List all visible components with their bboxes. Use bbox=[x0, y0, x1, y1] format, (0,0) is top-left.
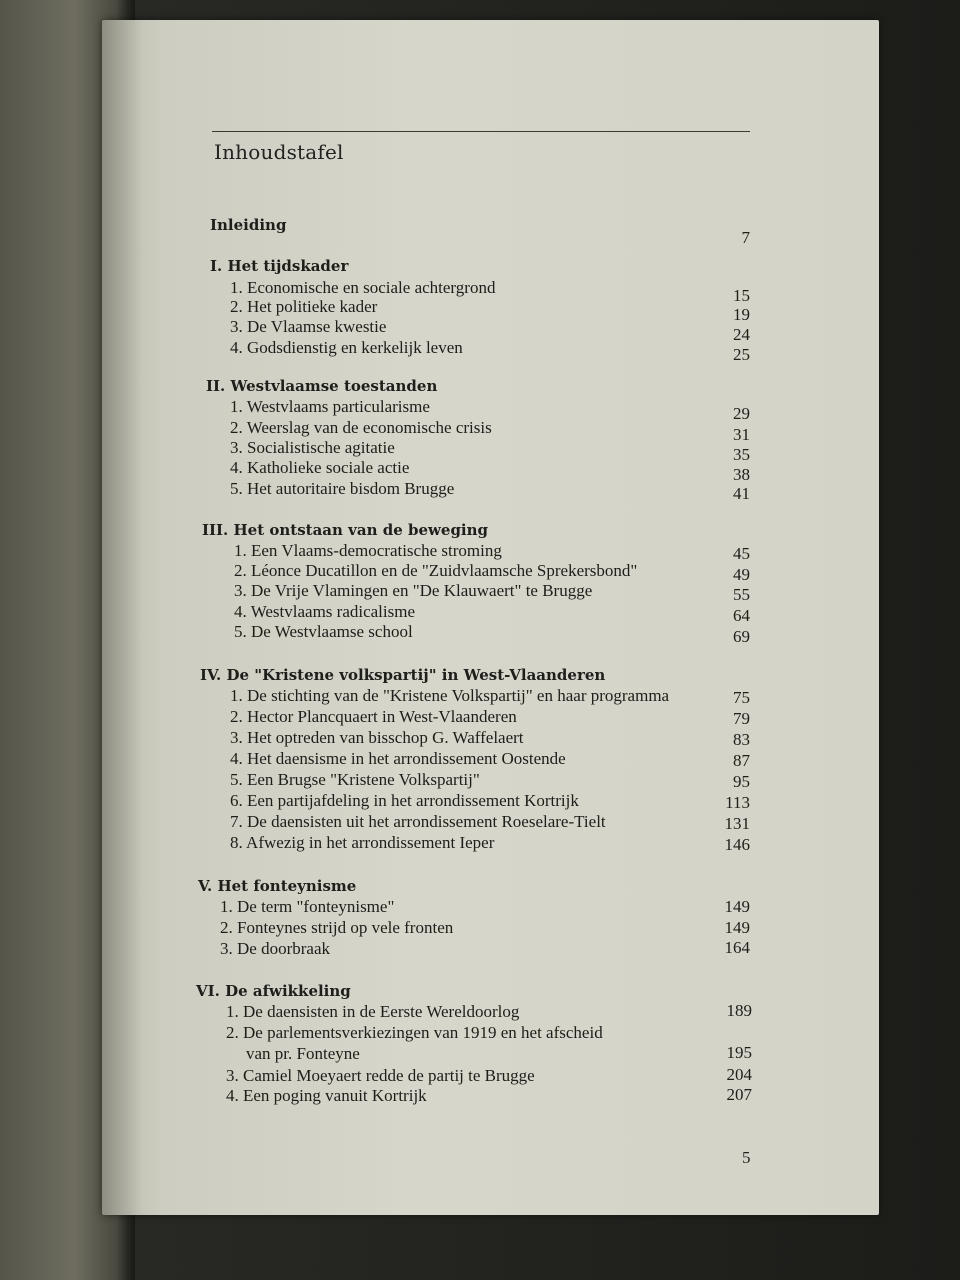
toc-entry: 2. Hector Plancquaert in West-Vlaanderen bbox=[230, 707, 517, 726]
toc-entry: 1. Een Vlaams-democratische stroming bbox=[234, 541, 502, 560]
toc-entry: 2. De parlementsverkiezingen van 1919 en het afscheid bbox=[226, 1023, 603, 1042]
toc-page-number: 7 bbox=[741, 228, 750, 247]
toc-entry: 3. Het optreden van bisschop G. Waffelaert bbox=[230, 728, 524, 747]
toc-page-number: 49 bbox=[733, 565, 750, 584]
toc-intro-heading: Inleiding bbox=[210, 216, 287, 234]
chapter-heading: V. Het fonteynisme bbox=[198, 877, 357, 895]
toc-page-number: 41 bbox=[733, 484, 750, 503]
page-title: Inhoudstafel bbox=[214, 140, 344, 164]
toc-page-number: 24 bbox=[733, 325, 750, 344]
toc-page-number: 25 bbox=[733, 345, 750, 364]
toc-page-number: 64 bbox=[733, 606, 750, 625]
chapter-heading: VI. De afwikkeling bbox=[196, 982, 351, 1000]
toc-page-number: 149 bbox=[724, 918, 750, 937]
toc-entry: 3. Camiel Moeyaert redde de partij te Brugge bbox=[226, 1066, 535, 1085]
chapter-heading: II. Westvlaamse toestanden bbox=[206, 377, 438, 395]
toc-page-number: 207 bbox=[726, 1085, 752, 1104]
toc-entry: 5. Het autoritaire bisdom Brugge bbox=[230, 479, 455, 498]
toc-page-number: 75 bbox=[733, 688, 750, 707]
toc-page-number: 204 bbox=[726, 1065, 752, 1084]
toc-page-number: 19 bbox=[733, 305, 750, 324]
toc-entry: 6. Een partijafdeling in het arrondissement Kortrijk bbox=[230, 791, 579, 810]
toc-entry: 1. Economische en sociale achtergrond bbox=[230, 278, 496, 297]
toc-entry: 1. De term "fonteynisme" bbox=[220, 897, 395, 916]
toc-entry: 7. De daensisten uit het arrondissement Roeselare-Tielt bbox=[230, 812, 606, 831]
toc-page-number: 69 bbox=[733, 627, 750, 646]
toc-page-number: 15 bbox=[733, 286, 750, 305]
toc-entry: 3. De Vrije Vlamingen en "De Klauwaert" te Brugge bbox=[234, 581, 593, 600]
toc-page-number: 189 bbox=[726, 1001, 752, 1020]
toc-page-number: 45 bbox=[733, 544, 750, 563]
book-page bbox=[102, 20, 879, 1215]
toc-entry: 2. Léonce Ducatillon en de "Zuidvlaamsche Sprekersbond" bbox=[234, 561, 638, 580]
toc-page-number: 164 bbox=[724, 938, 750, 957]
toc-page-number: 113 bbox=[725, 793, 750, 812]
toc-entry: 3. Socialistische agitatie bbox=[230, 438, 395, 457]
toc-entry: 2. Het politieke kader bbox=[230, 297, 378, 316]
toc-page-number: 83 bbox=[733, 730, 750, 749]
toc-page-number: 146 bbox=[724, 835, 750, 854]
toc-entry: 5. De Westvlaamse school bbox=[234, 622, 413, 641]
page-number: 5 bbox=[742, 1148, 751, 1167]
chapter-heading: IV. De "Kristene volkspartij" in West-Vlaanderen bbox=[200, 666, 606, 684]
toc-page-number: 87 bbox=[733, 751, 750, 770]
toc-entry: 4. Godsdienstig en kerkelijk leven bbox=[230, 338, 463, 357]
toc-entry: 3. De doorbraak bbox=[220, 939, 330, 958]
toc-entry: 1. Westvlaams particularisme bbox=[230, 397, 430, 416]
toc-entry: 1. De stichting van de "Kristene Volkspartij" en haar programma bbox=[230, 686, 670, 705]
toc-entry: 4. Katholieke sociale actie bbox=[230, 458, 410, 477]
toc-entry: 2. Fonteynes strijd op vele fronten bbox=[220, 918, 454, 937]
table-of-contents bbox=[102, 20, 879, 1215]
toc-entry: 4. Westvlaams radicalisme bbox=[234, 602, 416, 621]
toc-page-number: 35 bbox=[733, 445, 750, 464]
toc-entry: 2. Weerslag van de economische crisis bbox=[230, 418, 492, 437]
toc-entry: van pr. Fonteyne bbox=[246, 1044, 360, 1063]
toc-page-number: 31 bbox=[733, 425, 750, 444]
toc-page-number: 95 bbox=[733, 772, 750, 791]
toc-page-number: 149 bbox=[724, 897, 750, 916]
toc-entry: 8. Afwezig in het arrondissement Ieper bbox=[230, 833, 495, 852]
toc-page-number: 131 bbox=[724, 814, 750, 833]
toc-entry: 1. De daensisten in de Eerste Wereldoorlog bbox=[226, 1002, 520, 1021]
toc-entry: 4. Het daensisme in het arrondissement Oostende bbox=[230, 749, 566, 768]
toc-entry: 4. Een poging vanuit Kortrijk bbox=[226, 1086, 427, 1105]
chapter-heading: I. Het tijdskader bbox=[210, 257, 349, 275]
toc-entry: 5. Een Brugse "Kristene Volkspartij" bbox=[230, 770, 480, 789]
toc-page-number: 29 bbox=[733, 404, 750, 423]
toc-page-number: 79 bbox=[733, 709, 750, 728]
toc-page-number: 38 bbox=[733, 465, 750, 484]
toc-page-number: 55 bbox=[733, 585, 750, 604]
toc-page-number: 195 bbox=[726, 1043, 752, 1062]
chapter-heading: III. Het ontstaan van de beweging bbox=[202, 521, 489, 539]
toc-entry: 3. De Vlaamse kwestie bbox=[230, 317, 387, 336]
